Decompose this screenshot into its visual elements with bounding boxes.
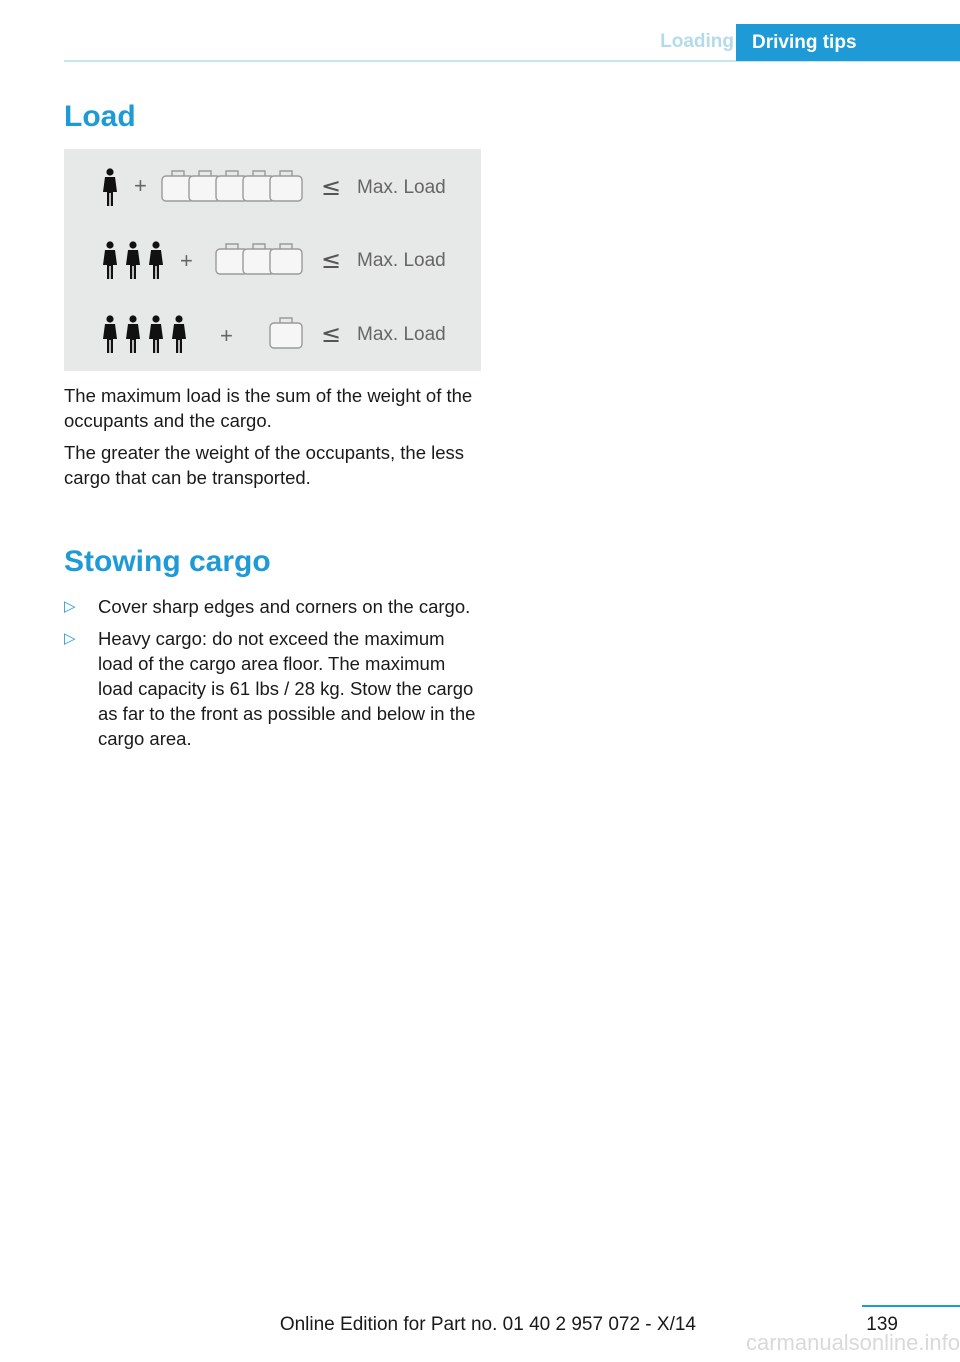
header-section-label[interactable]: Loading <box>660 31 734 52</box>
triangle-bullet-icon: ▷ <box>64 630 76 647</box>
row-1-plus: + <box>134 173 147 198</box>
header-chapter-tab[interactable]: Driving tips <box>736 24 960 61</box>
list-item <box>64 626 484 751</box>
load-paragraph-2: The greater the weight of the occupants, the less cargo that can be transported. <box>64 442 465 488</box>
stowing-list <box>64 594 484 758</box>
list-item-text: Heavy cargo: do not exceed the maximum load of the cargo area floor. The maximum load capacity is 61 lbs / 28 kg. Stow the cargo as far to the front as possible and below in the cargo area. <box>98 628 476 749</box>
row-2-label: Max. Load <box>357 250 446 271</box>
row-3-suitcases-icon <box>270 318 302 348</box>
triangle-bullet-icon: ▷ <box>64 598 76 615</box>
list-item-text: Cover sharp edges and corners on the cargo. <box>98 596 471 617</box>
row-1-occupants-icon <box>103 168 117 206</box>
list-item <box>64 594 484 619</box>
watermark: carmanualsonline.info <box>745 1330 960 1355</box>
row-3-occupants-icon <box>103 315 186 353</box>
row-3-relation: ≤ <box>321 320 342 348</box>
row-1-relation: ≤ <box>321 173 342 201</box>
row-2-relation: ≤ <box>321 246 342 274</box>
row-3-label: Max. Load <box>357 324 446 345</box>
footer-rule <box>862 1305 960 1307</box>
row-1-suitcases-icon <box>162 171 302 201</box>
row-2-suitcases-icon <box>216 244 302 274</box>
page-number: 139 <box>866 1314 898 1335</box>
row-2-plus: + <box>180 248 193 273</box>
load-figure <box>64 149 481 371</box>
row-3-plus: + <box>220 323 233 348</box>
load-heading: Load <box>64 100 136 133</box>
stowing-heading: Stowing cargo <box>64 545 271 578</box>
edition-note: Online Edition for Part no. 01 40 2 957 072 - X/14 <box>279 1314 696 1335</box>
row-2-occupants-icon <box>103 241 163 279</box>
load-paragraph-1: The maximum load is the sum of the weight of the occupants and the cargo. <box>64 385 473 431</box>
row-1-label: Max. Load <box>357 177 446 198</box>
